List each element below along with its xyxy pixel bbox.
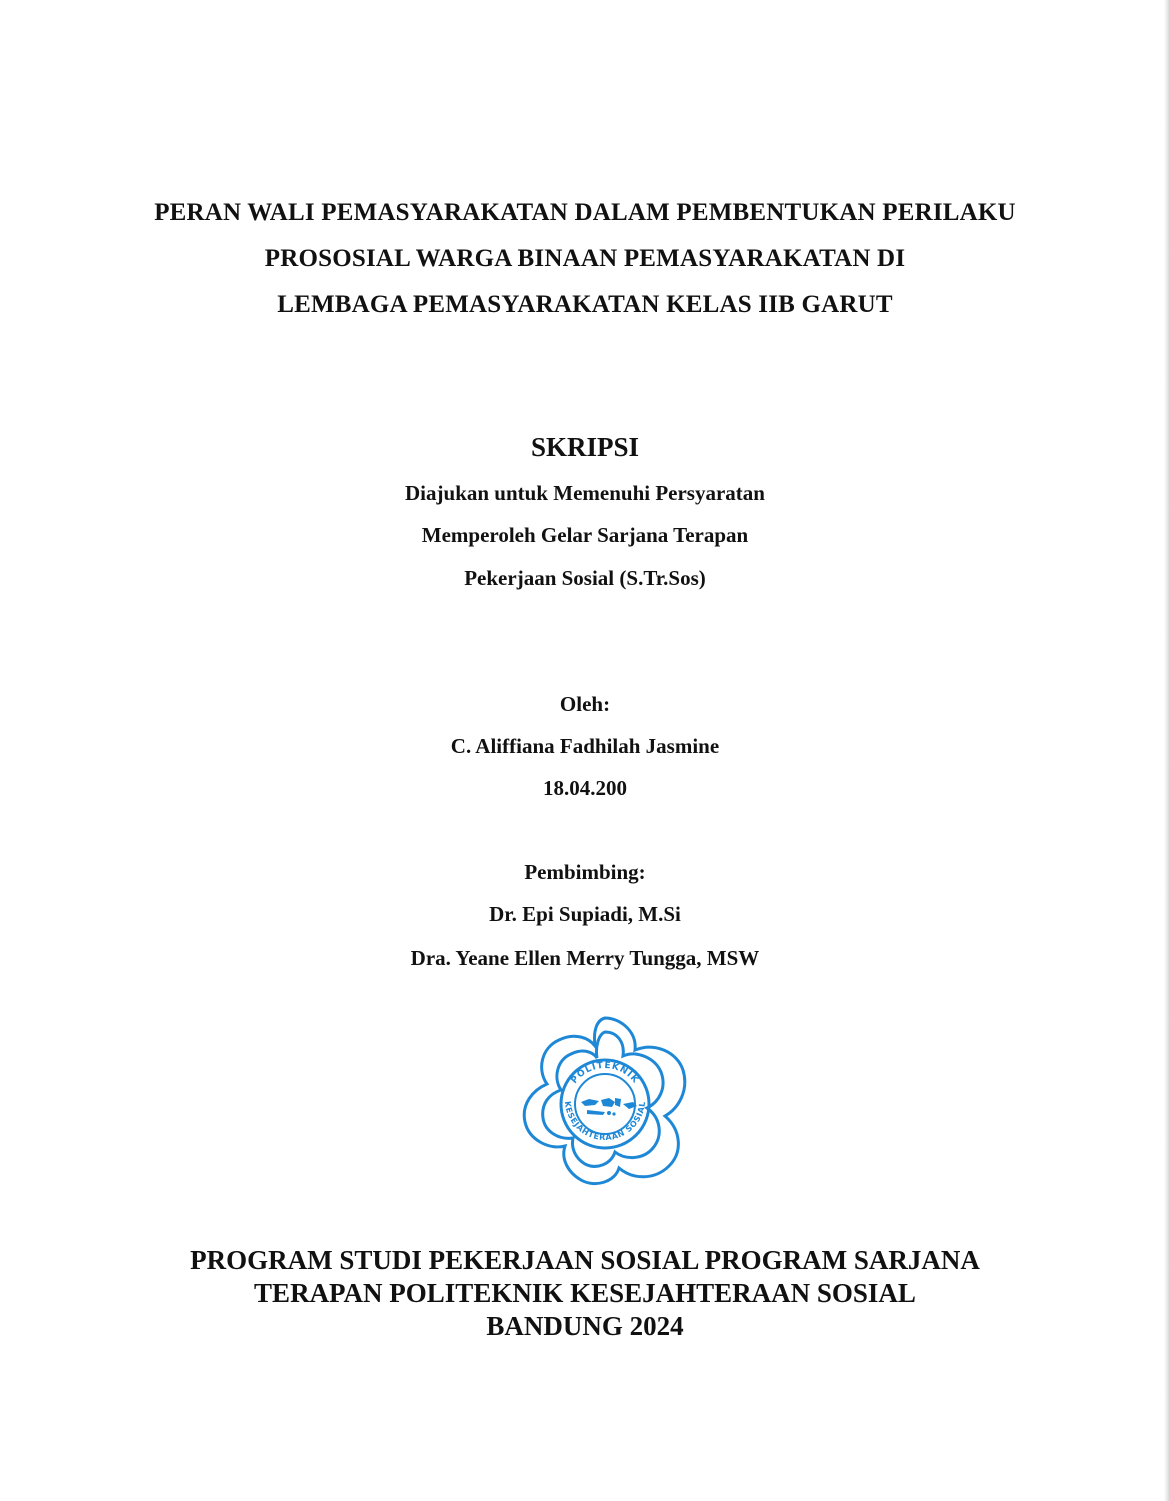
thesis-title-line-2: PROSOSIAL WARGA BINAAN PEMASYARAKATAN DI [264, 245, 906, 272]
purpose-line-3: Pekerjaan Sosial (S.Tr.Sos) [464, 566, 706, 590]
footer-line-2: TERAPAN POLITEKNIK KESEJAHTERAAN SOSIAL [254, 1278, 916, 1308]
thesis-title-line-3: LEMBAGA PEMASYARAKATAN KELAS IIB GARUT [277, 291, 893, 318]
document-type-heading: SKRIPSI [530, 432, 640, 462]
author-id: 18.04.200 [543, 776, 627, 800]
page-edge-shadow [1164, 0, 1170, 1501]
supervisor-name-1: Dr. Epi Supiadi, M.Si [489, 902, 681, 926]
politeknik-kesejahteraan-sosial-logo-icon [515, 1012, 695, 1190]
supervisor-label: Pembimbing: [524, 860, 646, 884]
purpose-line-2: Memperoleh Gelar Sarjana Terapan [421, 523, 749, 547]
logo-bottom-text: KESEJAHTERAAN SOSIAL [562, 1100, 648, 1143]
footer-line-3: BANDUNG 2024 [486, 1311, 684, 1341]
author-label: Oleh: [559, 692, 611, 716]
logo-top-text: POLITEKNIK [569, 1060, 641, 1086]
author-name: C. Aliffiana Fadhilah Jasmine [450, 734, 720, 758]
supervisor-name-2: Dra. Yeane Ellen Merry Tungga, MSW [410, 946, 760, 970]
politeknik-logo [515, 1012, 695, 1190]
purpose-line-1: Diajukan untuk Memenuhi Persyaratan [405, 481, 765, 505]
footer-line-1: PROGRAM STUDI PEKERJAAN SOSIAL PROGRAM SARJANA [190, 1245, 980, 1275]
thesis-title-line-1: PERAN WALI PEMASYARAKATAN DALAM PEMBENTUKAN PERILAKU [154, 199, 1016, 226]
